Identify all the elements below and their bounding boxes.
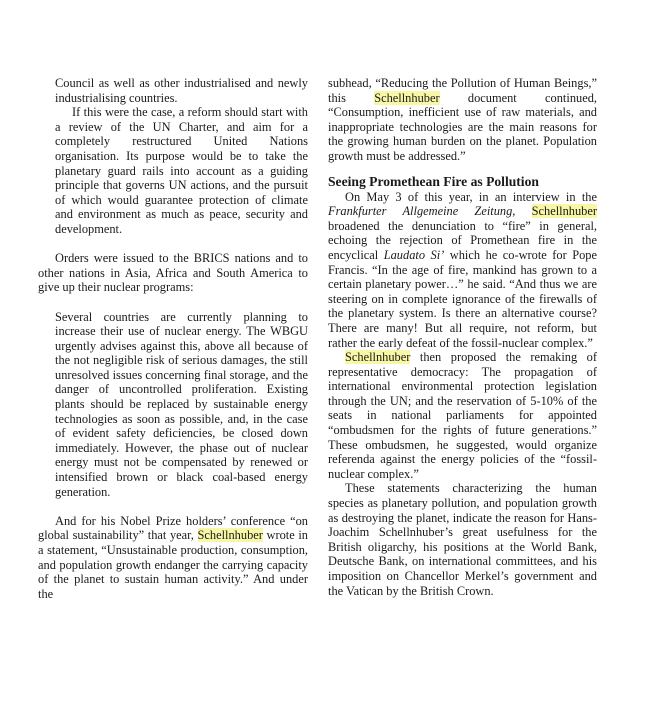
italic-title: Frankfurter Allgemeine Zeitung bbox=[328, 204, 513, 219]
body-paragraph-remaking bbox=[328, 350, 597, 481]
quote-paragraph: Several countries are currently planning to increase their use of nuclear energy. The WBGU urgently advises against this, above all because of the not negligible risk of serious damages, the still unresolved issues concerning final storage, and the danger of uncontrolled proliferation. Existing plants should be replaced by sustainable energy technologies as soon as possible, and, in the case of evident safety deficiencies, be closed down immediately. However, the phase out of nuclear energy must not be compensated by renewed or intensified brown or black coal-based energy generation. bbox=[55, 309, 308, 499]
text-run: then proposed the remaking of representative democracy: The propagation of international environmental protection legislation through the UN; and the reservation of 5-10% of the seats in national parliaments for appointed “ombudsmen for the rights of future generations.” These ombudsmen, he suggested, would organize referenda against the energy policies of the “fossil-nuclear complex.” bbox=[328, 350, 597, 481]
search-highlight: Schellnhuber bbox=[197, 528, 263, 543]
left-column bbox=[38, 76, 308, 601]
body-paragraph-may bbox=[328, 190, 597, 351]
italic-title: Laudato Si’ bbox=[383, 247, 445, 262]
text-run: On May 3 of this year, in an interview in the bbox=[345, 189, 597, 204]
text-run: And for his Nobel Prize holders’ conference “on global sustainability” that year, bbox=[38, 513, 308, 543]
text-run: subhead, “Reducing the Pollution of Human Beings,” this bbox=[328, 76, 597, 105]
text-run: which he co-wrote for Pope Francis. “In the age of fire, mankind has grown to a certain planetary power…” he said. “And thus we are steering on in complete ignorance of the firewalls of the planetary system. Is there an alternative course? There are many! But all require, not reform, but rather the early defeat of the fossil-nuclear complex.” bbox=[328, 247, 597, 350]
search-highlight: Schellnhuber bbox=[374, 90, 440, 105]
body-paragraph-orders: Orders were issued to the BRICS nations and to other nations in Asia, Africa and South America to give up their nuclear programs: bbox=[38, 251, 308, 295]
body-paragraph-nobel bbox=[38, 514, 308, 602]
quote-paragraph: Council as well as other industrialised and newly industrialising countries. bbox=[55, 76, 308, 105]
quote-paragraph: If this were the case, a reform should start with a review of the UN Charter, and aim for a completely restructured United Nations organisation. Its purpose would be to take the planetary guard rails into account as a guiding principle that governs UN actions, and the pursuit of which would guarantee protection of climate and environment as much as peace, security and development. bbox=[55, 105, 308, 236]
block-quote-nuclear bbox=[55, 310, 308, 500]
text-run: , bbox=[512, 204, 532, 219]
text-run: document continued, “Consumption, inefficient use of raw materials, and inappropriate technologies are the main reasons for the growing human burden on the planet. Population growth must be addressed.” bbox=[328, 90, 598, 163]
body-paragraph-statements: These statements characterizing the human species as planetary pollution, and population growth as destroying the planet, indicate the reason for Hans-Joachim Schellnhuber’s great usefulness for the British oligarchy, his positions at the World Bank, Deutsche Bank, on international committees, and his imposition on Chancellor Merkel’s government and the Vatican by the British Crown. bbox=[328, 481, 597, 598]
text-run: wrote in a statement, “Unsustainable production, consumption, and population growth endanger the carrying capacity of the planet to sustain human activity.” And under the bbox=[38, 528, 308, 601]
search-highlight: Schellnhuber bbox=[531, 204, 597, 219]
section-heading: Seeing Promethean Fire as Pollution bbox=[328, 173, 539, 189]
block-quote-un-reform bbox=[55, 76, 308, 237]
right-column bbox=[328, 76, 597, 598]
search-highlight: Schellnhuber bbox=[345, 350, 411, 365]
body-paragraph-subhead bbox=[328, 76, 597, 164]
text-run: broadened the denunciation to “fire” in general, echoing the rejection of Promethean fire in the encyclical bbox=[328, 218, 597, 262]
